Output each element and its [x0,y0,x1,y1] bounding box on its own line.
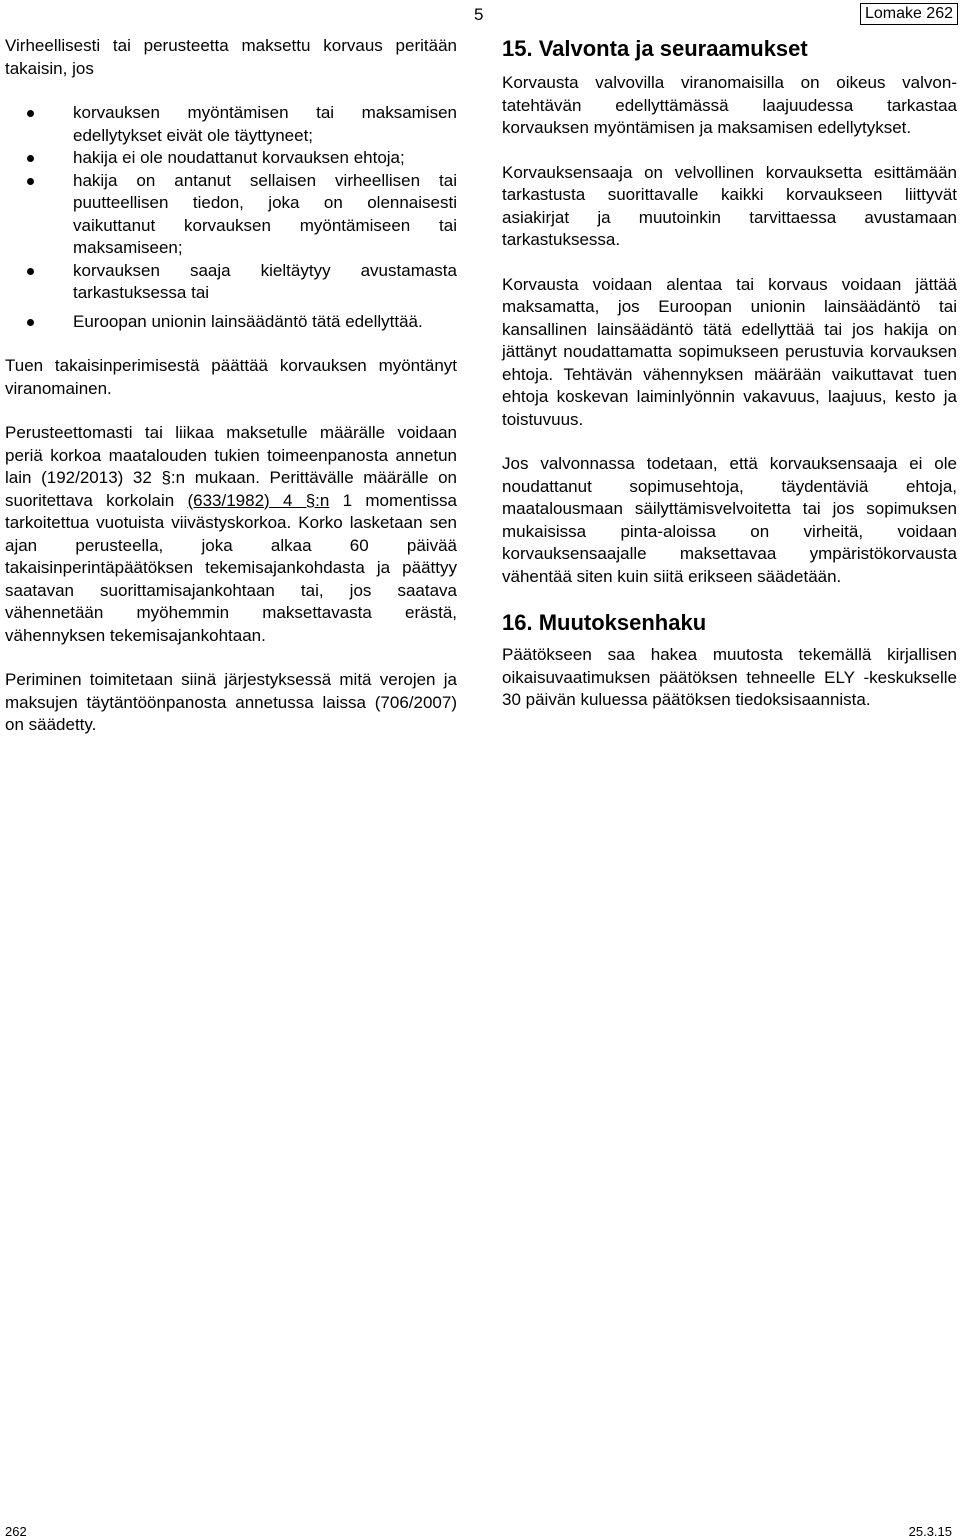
form-label: Lomake 262 [860,3,958,25]
repayment-conditions-list [5,102,457,333]
section-heading-15: 15. Valvonta ja seuraamukset [502,36,808,61]
footer-form-number: 262 [5,1524,27,1539]
footer-date: 25.3.15 [908,1524,952,1539]
noncompliance-paragraph: Jos valvonnassa todetaan, että korvauksensaaja ei ole noudattanut sopimusehtoja, täydentäviä ehtoja, maatalousmaan säilyttämisvelvoitetta tai jos sopimuksen mukaisissa pinta-aloissa on virheitä, voidaan korvauksensaajalle maksettavaa ympäristökorvausta vähentää siten kuin siitä erikseen säädetään. [502,454,957,586]
collection-paragraph: Periminen toimitetaan siinä järjestyksessä mitä verojen ja maksujen täytäntöönpanosta annetussa laissa (706/2007) on säädetty. [5,670,457,734]
inspection-paragraph: Korvauksensaaja on velvollinen korvauksetta esittämään tarkastusta suorittavalle kaikki korvaukseen liittyvät asiakirjat ja muutoinkin tarvittaessa avustamaan tarkastuksessa. [502,162,957,249]
list-item: korvauksen myöntämisen tai maksamisen edellytykset eivät ole täyttyneet; [5,102,457,147]
bullet-icon [27,319,34,326]
list-item: korvauksen saaja kieltäytyy avustamasta tarkastuksessa tai [5,260,457,305]
interest-paragraph: Perusteettomasti tai liikaa maksetulle määrälle voidaan periä korkoa maatalouden tukien toimeenpanosta annetun lain (192/2013) 32 §:n mukaan. Perittävälle määrälle on suoritettava korkolain (633/1982) 4 §:n 1 momentissa tarkoitettua vuotuista viivästyskorkoa. Korko lasketaan sen ajan perusteella, joka alkaa 60 päivää takaisinperintäpäätöksen tekemisajankohdasta ja päättyy saatavan suorittamisajankohtaan tai, jos saatava vähennetään myöhemmin maksettavasta erästä, vähennyksen tekemisajankohtaan. [5,423,457,645]
appeal-paragraph: Päätökseen saa hakea muutosta tekemällä kirjallisen oikaisuvaatimuksen päätöksen tehneelle ELY -keskukselle 30 päivän kuluessa päätöksen tiedoksisaannista. [502,645,957,709]
decision-paragraph: Tuen takaisinperimisestä päättää korvauksen myöntänyt viranomainen. [5,356,457,398]
reduction-paragraph: Korvausta voidaan alentaa tai korvaus voidaan jättää maksamatta, jos Euroopan unionin lainsäädäntö tai kansallinen lainsäädäntö tätä edellyttää tai jos hakija on jättänyt noudattamatta sopimukseen perustuvia korvauksen ehtoja. Tehtävän vähennyksen määrään vaikuttavat tuen ehtoja koskevan laiminlyönnin vakavuus, laajuus, kesto ja toistuvuus. [502,274,957,429]
right-column [502,72,957,734]
section-heading-16: 16. Muutoksenhaku [502,610,707,635]
list-item: hakija ei ole noudattanut korvauksen ehtoja; [5,147,457,170]
bullet-icon [27,268,34,275]
bullet-icon [27,110,34,117]
list-item: Euroopan unionin lainsäädäntö tätä edellyttää. [5,311,457,334]
repayment-intro: Virheellisesti tai perusteetta maksettu korvaus peritään takaisin, jos [5,36,457,78]
bullet-icon [27,178,34,185]
list-item: hakija on antanut sellaisen virheellisen tai puutteellisen tiedon, joka on olennaisesti vaikuttanut korvauksen myöntämiseen tai maksamiseen; [5,170,457,260]
bullet-icon [27,155,34,162]
page-number: 5 [474,5,484,24]
supervision-paragraph: Korvausta valvovilla viranomaisilla on oikeus valvontatehtävän edellyttämässä laajuudessa tarkastaa korvauksen myöntämisen ja maksamisen edellytykset. [502,73,957,137]
left-column [5,35,457,759]
law-reference: (633/1982) 4 §:n [187,490,330,510]
